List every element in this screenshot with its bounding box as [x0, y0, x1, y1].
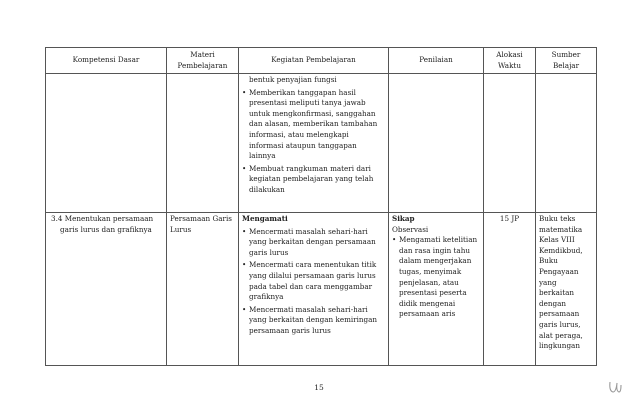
- table-header-row: [46, 48, 597, 74]
- cell-kegiatan: [239, 213, 389, 366]
- header-materi-pembelajaran: Materi Pembelajaran: [167, 48, 239, 74]
- bullet-icon: •: [242, 304, 247, 314]
- cell-empty: [167, 74, 239, 213]
- list-item: [242, 305, 385, 337]
- header-penilaian: Penilaian: [389, 48, 484, 74]
- cell-materi: Persamaan Garis Lurus: [167, 213, 239, 366]
- cell-empty: [389, 74, 484, 213]
- cell-sumber-belajar: Buku teks matematika Kelas VIII Kemdikbud, Buku Pengayaan yang berkaitan dengan persamaan garis lurus, alat peraga, lingkungan: [536, 213, 597, 366]
- cell-kompetensi-dasar: 3.4 Menentukan persamaan garis lurus dan grafiknya: [46, 213, 167, 366]
- bullet-icon: •: [242, 163, 247, 173]
- list-item: [242, 260, 385, 302]
- table-row-continuation: [46, 74, 597, 213]
- page-number: 15: [314, 383, 324, 392]
- penilaian-subheading: Observasi: [392, 224, 429, 234]
- header-kompetensi-dasar: Kompetensi Dasar: [46, 48, 167, 74]
- syllabus-table: [45, 47, 597, 366]
- list-item-text: Membuat rangkuman materi dari kegiatan pembelajaran yang telah dilakukan: [249, 163, 374, 194]
- list-item-text: Mengamati ketelitian dan rasa ingin tahu dalam mengerjakan tugas, menyimak penjelasan, atau presentasi peserta didik mengenai persamaan aris: [399, 235, 478, 319]
- list-item-text: Mencermati masalah sehari-hari yang berkaitan dengan kemiringan persamaan garis lurus: [249, 304, 378, 335]
- cell-kegiatan-continuation: [239, 74, 389, 213]
- cell-empty: [484, 74, 536, 213]
- header-alokasi-waktu: Alokasi Waktu: [484, 48, 536, 74]
- header-sumber-belajar: Sumber Belajar: [536, 48, 597, 74]
- list-item: [242, 164, 385, 196]
- bullet-icon: •: [242, 87, 247, 97]
- header-kegiatan-pembelajaran: Kegiatan Pembelajaran: [239, 48, 389, 74]
- list-item: [392, 235, 480, 320]
- penilaian-heading: Sikap: [392, 214, 415, 223]
- kegiatan-heading: Mengamati: [242, 214, 288, 223]
- cell-empty: [536, 74, 597, 213]
- list-item-text: Mencermati cara menentukan titik yang dilalui persamaan garis lurus pada tabel dan cara menggambar grafiknya: [249, 260, 377, 302]
- list-item-text: Mencermati masalah sehari-hari yang berkaitan dengan persamaan garis lurus: [249, 226, 376, 257]
- corner-logo-icon: [608, 379, 622, 395]
- list-item: [242, 227, 385, 259]
- table-row: [46, 213, 597, 366]
- cell-empty: [46, 74, 167, 213]
- bullet-icon: •: [392, 235, 397, 245]
- list-item: [242, 88, 385, 162]
- continuation-lead-text: bentuk penyajian fungsi: [249, 75, 337, 84]
- bullet-icon: •: [242, 226, 247, 236]
- bullet-icon: •: [242, 260, 247, 270]
- cell-alokasi-waktu: 15 JP: [484, 213, 536, 366]
- cell-penilaian: [389, 213, 484, 366]
- list-item-text: Memberikan tanggapan hasil presentasi meliputi tanya jawab untuk mengkonfirmasi, sanggahan dan alasan, memberikan tambahan informasi, atau melengkapi informasi ataupun tanggapan lainnya: [249, 87, 378, 161]
